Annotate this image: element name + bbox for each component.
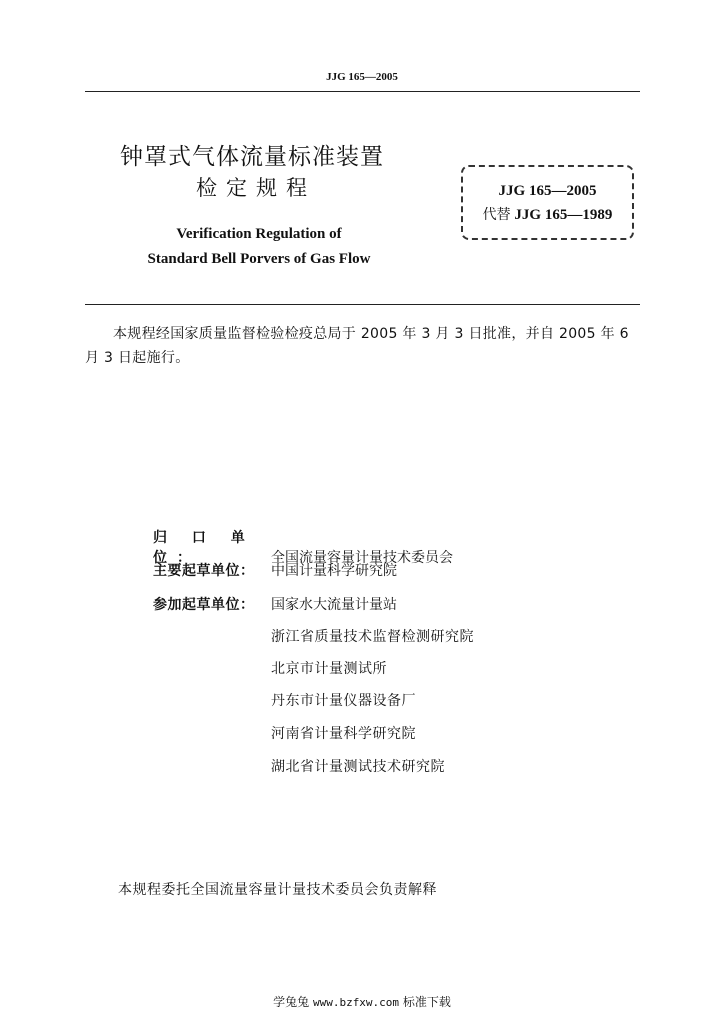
header-rule bbox=[85, 91, 640, 92]
code-box-code: JJG 165—2005 bbox=[498, 183, 597, 199]
centralized-unit-label: 归 口 单 位： bbox=[153, 530, 255, 566]
code-box-replace-prefix: 代替 bbox=[482, 207, 511, 223]
title-english-line-2: Standard Bell Porvers of Gas Flow bbox=[147, 251, 371, 267]
main-drafter-value: 中国计量科学研究院 bbox=[271, 563, 397, 579]
participating-org-item: 湖北省计量测试技术研究院 bbox=[271, 759, 445, 775]
standard-code-box bbox=[461, 165, 634, 240]
participating-org-item: 北京市计量测试所 bbox=[271, 661, 387, 677]
interpretation-statement: 本规程委托全国流量容量计量技术委员会负责解释 bbox=[118, 882, 437, 898]
section-rule bbox=[85, 304, 640, 305]
approval-statement: 本规程经国家质量监督检验检疫总局于 2005 年 3 月 3 日批准，并自 2005 年 6 月 3 日起施行。 bbox=[85, 326, 629, 366]
participating-org-item: 丹东市计量仪器设备厂 bbox=[271, 693, 416, 709]
title-chinese-line-1: 钟罩式气体流量标准装置 bbox=[120, 144, 384, 170]
main-drafter-label: 主要起草单位： bbox=[153, 563, 255, 579]
code-box-replaced-code: JJG 165—1989 bbox=[514, 207, 613, 223]
participating-drafter-label: 参加起草单位： bbox=[153, 597, 255, 613]
centralized-unit-value: 全国流量容量计量技术委员会 bbox=[271, 550, 453, 566]
participating-org-item: 河南省计量科学研究院 bbox=[271, 726, 416, 742]
main-drafter-row bbox=[153, 560, 397, 580]
participating-drafter-row bbox=[153, 594, 397, 614]
footer-watermark bbox=[0, 993, 724, 1010]
footer-url[interactable]: www.bzfxw.com bbox=[312, 996, 400, 1009]
code-box-replaces bbox=[463, 203, 632, 227]
header-standard-code: JJG 165—2005 bbox=[326, 71, 398, 83]
footer-tagline: 标准下载 bbox=[402, 995, 451, 1009]
participating-drafter-value: 国家水大流量计量站 bbox=[271, 597, 397, 613]
title-english-line-1: Verification Regulation of bbox=[176, 226, 342, 242]
participating-org-item: 浙江省质量技术监督检测研究院 bbox=[271, 629, 474, 645]
title-chinese-line-2: 检定规程 bbox=[196, 176, 316, 200]
title-english bbox=[125, 222, 393, 272]
footer-site-name: 学兔兔 bbox=[273, 995, 310, 1009]
